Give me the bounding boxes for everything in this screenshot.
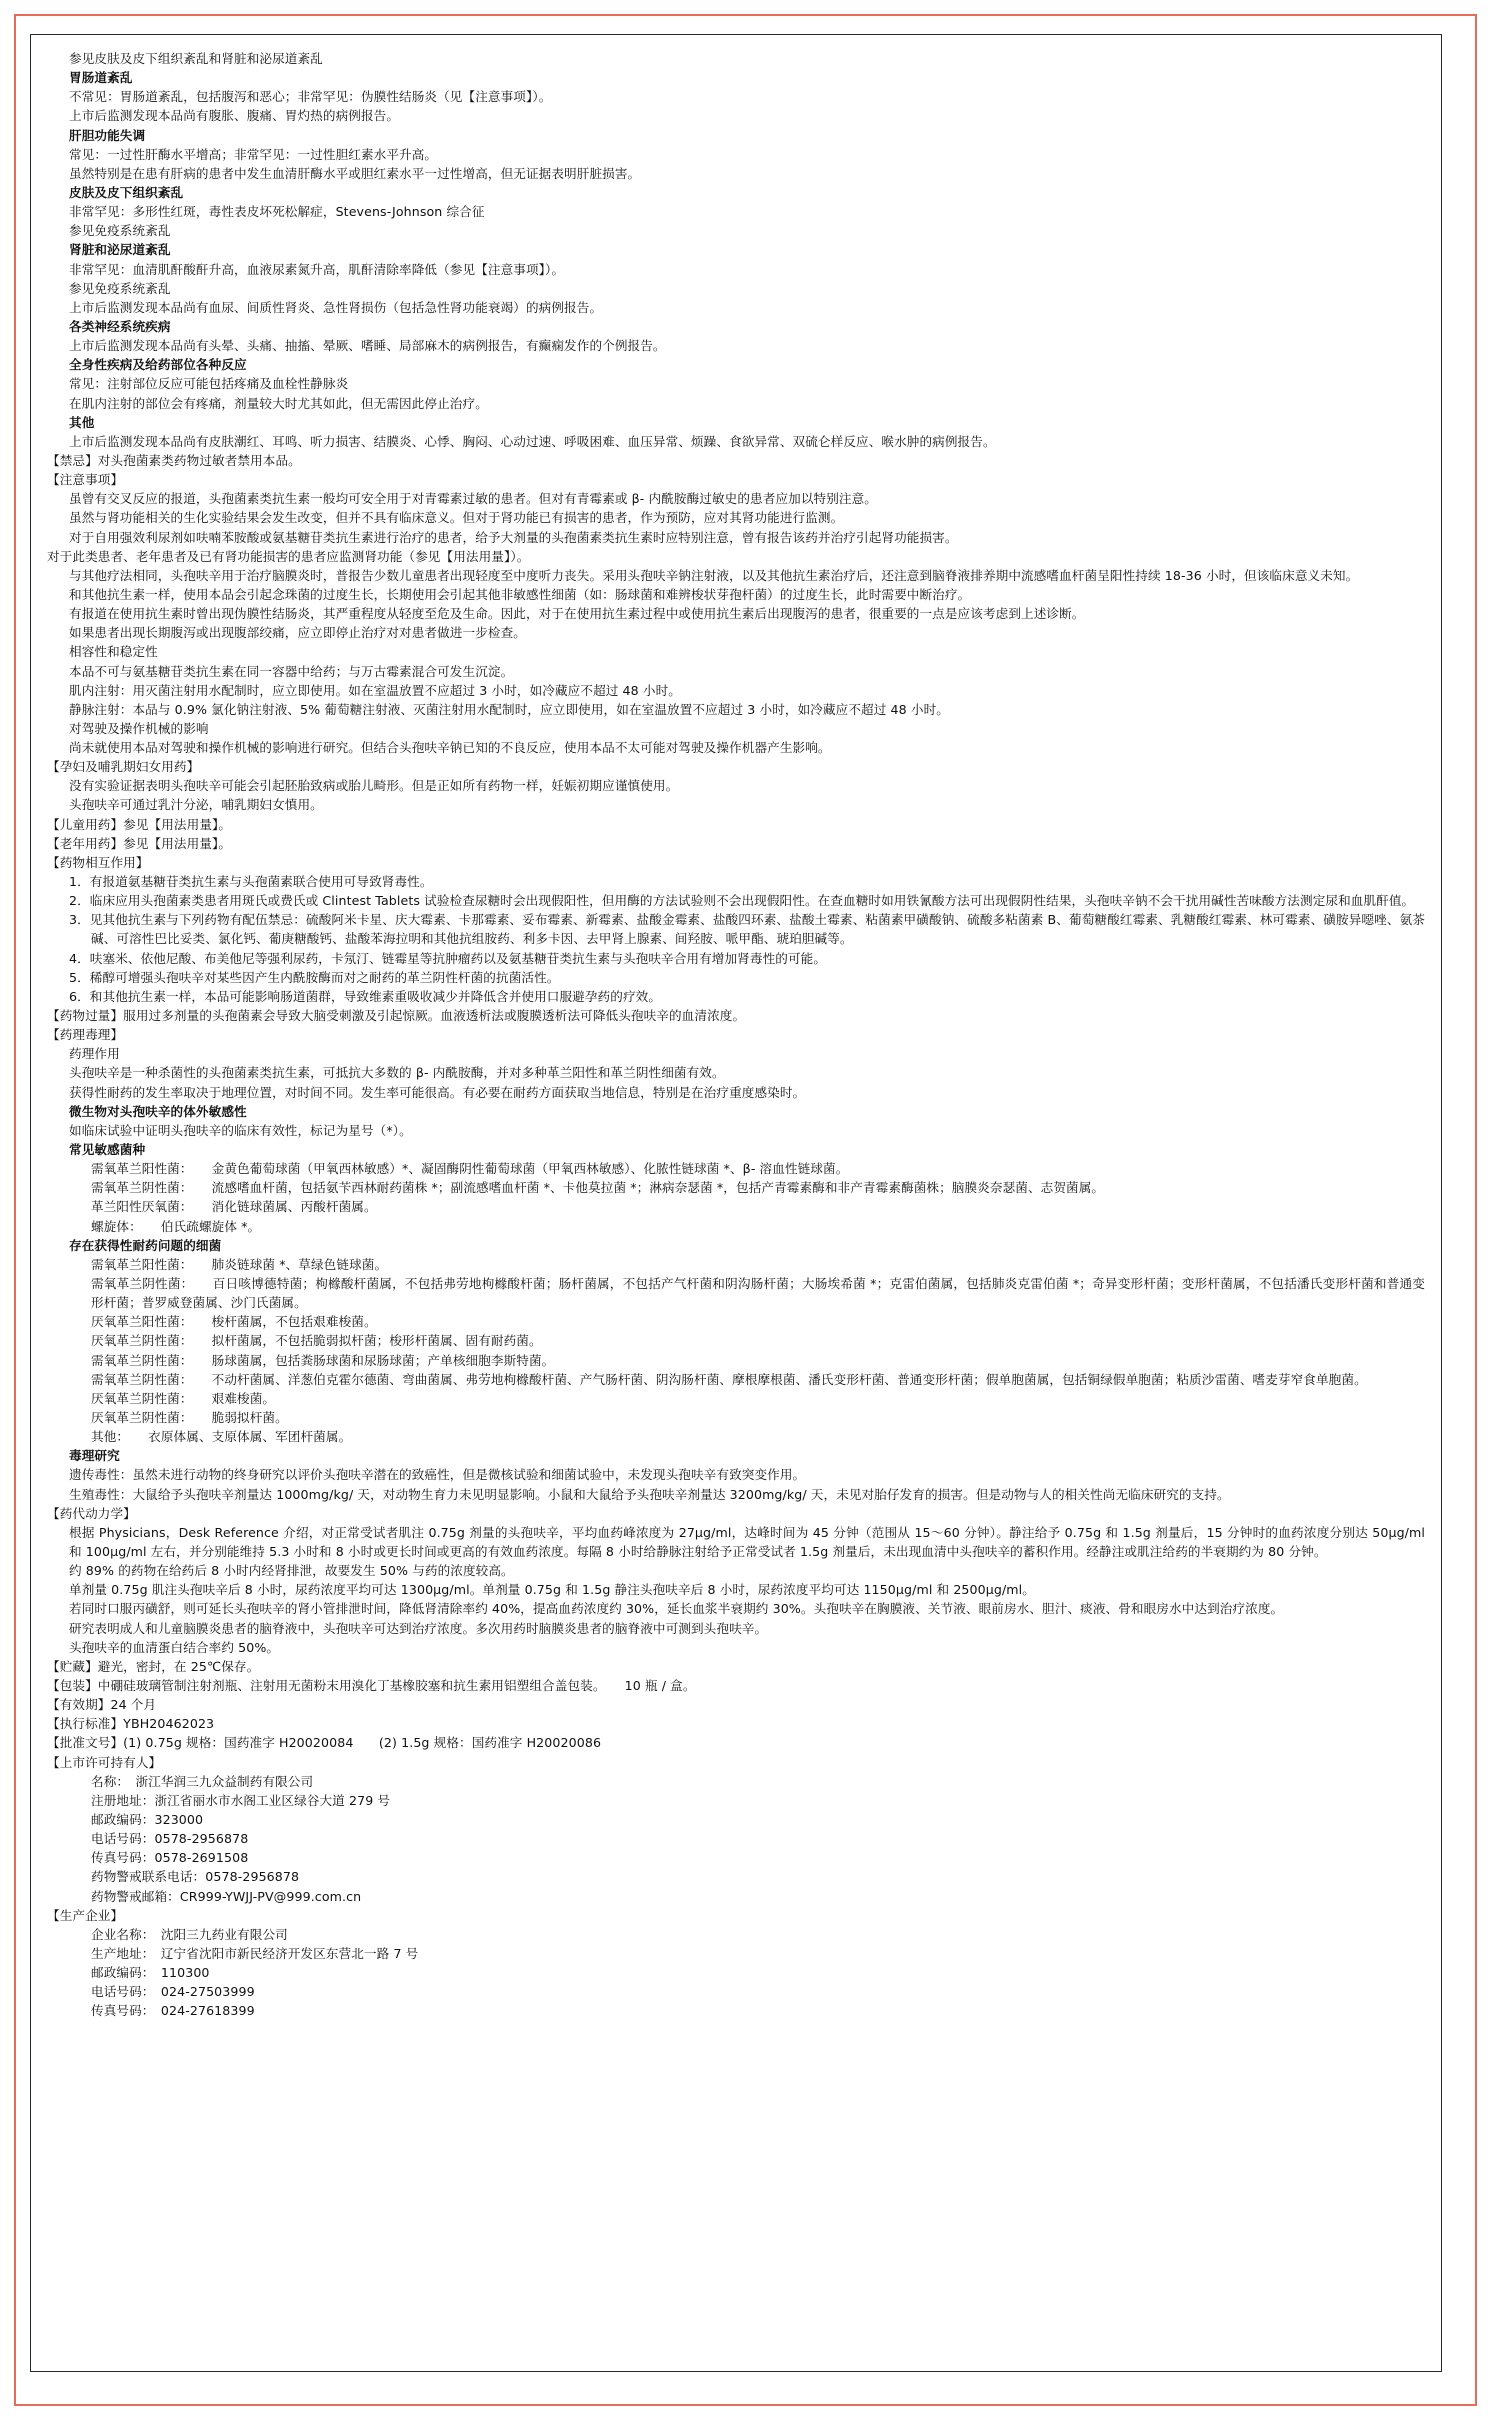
doc-line: 微生物对头孢呋辛的体外敏感性	[69, 1103, 247, 1119]
doc-line: 【禁忌】对头孢菌素类药物过敏者禁用本品。	[47, 452, 301, 468]
doc-line: 【包装】中硼硅玻璃管制注射剂瓶、注射用无菌粉末用溴化丁基橡胶塞和抗生素用铝塑组合盖包装。 10 瓶 / 盒。	[47, 1677, 696, 1693]
doc-line: 厌氧革兰阴性菌： 拟杆菌属，不包括脆弱拟杆菌；梭形杆菌属、固有耐药菌。	[91, 1333, 542, 1349]
doc-line: 对于自用强效利尿剂如呋喃苯胺酸或氨基糖苷类抗生素进行治疗的患者，给予大剂量的头孢菌素类抗生素时应特别注意，曾有报告该药并治疗引起肾功能损害。	[69, 529, 958, 545]
doc-line: 常见：一过性肝酶水平增高；非常罕见：一过性胆红素水平升高。	[69, 146, 438, 162]
doc-line: 厌氧革兰阴性菌： 艰难梭菌。	[91, 1390, 276, 1406]
doc-line: 对于此类患者、老年患者及已有肾功能损害的患者应监测肾功能（参见【用法用量】）。	[47, 548, 530, 564]
doc-line: 尚未就使用本品对驾驶和操作机械的影响进行研究。但结合头孢呋辛钠已知的不良反应，使用本品不太可能对驾驶及操作机器产生影响。	[69, 740, 831, 756]
doc-line: 药物警戒联系电话：0578-2956878	[91, 1869, 300, 1885]
doc-line: 虽然特别是在患有肝病的患者中发生血清肝酶水平或胆红素水平一过性增高，但无证据表明肝脏损害。	[69, 165, 641, 181]
doc-line: 5．稀醇可增强头孢呋辛对某些因产生内酰胺酶而对之耐药的革兰阴性杆菌的抗菌活性。	[69, 969, 560, 985]
doc-line: 对驾驶及操作机械的影响	[69, 720, 209, 736]
doc-line: 名称： 浙江华润三九众益制药有限公司	[91, 1773, 314, 1789]
doc-line: 3．见其他抗生素与下列药物有配伍禁忌：硫酸阿米卡星、庆大霉素、卡那霉素、妥布霉素、新霉素、盐酸金霉素、盐酸四环素、盐酸土霉素、粘菌素甲磺酸钠、硫酸多粘菌素 B、葡萄糖酸红霉素、乳糖酸红霉素、林可霉素、磺胺异噁唑、氨茶碱、可溶性巴比妥类、氯化钙、葡庚糖酸钙、盐酸苯海拉明和其他抗组胺药、利多卡因、去甲肾上腺素、间羟胺、哌甲酯、琥珀胆碱等。	[69, 912, 1425, 947]
doc-line: 企业名称： 沈阳三九药业有限公司	[91, 1926, 288, 1942]
doc-line: 需氧革兰阳性菌： 金黄色葡萄球菌（甲氧西林敏感）*、凝固酶阴性葡萄球菌（甲氧西林敏感）、化脓性链球菌 *、β- 溶血性链球菌。	[91, 1161, 849, 1177]
doc-line: 【有效期】24 个月	[47, 1697, 157, 1713]
doc-line: 毒理研究	[69, 1448, 120, 1464]
doc-line: 静脉注射：本品与 0.9% 氯化钠注射液、5% 葡萄糖注射液、灭菌注射用水配制时，应立即使用，如在室温放置不应超过 3 小时，如冷藏应不超过 48 小时。	[69, 701, 949, 717]
doc-line: 6．和其他抗生素一样，本品可能影响肠道菌群，导致维素重吸收减少并降低含并使用口服避孕药的疗效。	[69, 988, 662, 1004]
doc-line: 胃肠道紊乱	[69, 70, 133, 86]
doc-line: 【老年用药】参见【用法用量】。	[47, 835, 232, 851]
doc-line: 肝胆功能失调	[69, 127, 146, 143]
doc-line: 肾脏和泌尿道紊乱	[69, 242, 171, 258]
doc-line: 上市后监测发现本品尚有头晕、头痛、抽搐、晕厥、嗜睡、局部麻木的病例报告，有癫痫发作的个例报告。	[69, 338, 666, 354]
doc-line: 【生产企业】	[47, 1907, 124, 1923]
doc-line: 单剂量 0.75g 肌注头孢呋辛后 8 小时，尿药浓度平均可达 1300μg/ml。单剂量 0.75g 和 1.5g 静注头孢呋辛后 8 小时，尿药浓度平均可达 1150μg/ml 和 2500μg/ml。	[69, 1582, 1035, 1598]
doc-line: 生殖毒性：大鼠给予头孢呋辛剂量达 1000mg/kg/ 天，对动物生育力未见明显影响。小鼠和大鼠给予头孢呋辛剂量达 3200mg/kg/ 天，未见对胎仔发育的损害。但是动物与人的相关性尚无临床研究的支持。	[69, 1486, 1230, 1502]
doc-line: 参见免疫系统紊乱	[69, 280, 171, 296]
doc-line: 厌氧革兰阴性菌： 脆弱拟杆菌。	[91, 1409, 288, 1425]
doc-line: 与其他疗法相同，头孢呋辛用于治疗脑膜炎时，普报告少数儿童患者出现轻度至中度听力丧失。采用头孢呋辛钠注射液，以及其他抗生素治疗后，还注意到脑脊液排养期中流感嗜血杆菌呈阳性持续 18-36 小时，但该临床意义未知。	[69, 567, 1359, 583]
doc-line: 【药物过量】服用过多剂量的头孢菌素会导致大脑受刺激及引起惊厥。血液透析法或腹膜透析法可降低头孢呋辛的血清浓度。	[47, 1008, 746, 1024]
doc-line: 革兰阳性厌氧菌： 消化链球菌属、丙酸杆菌属。	[91, 1199, 377, 1215]
doc-line: 虽然与肾功能相关的生化实验结果会发生改变，但并不具有临床意义。但对于肾功能已有损害的患者，作为预防，应对其肾功能进行监测。	[69, 510, 844, 526]
doc-line: 2．临床应用头孢菌素类患者用斑氏或费氏或 Clintest Tablets 试验检查尿糖时会出现假阳性，但用酶的方法试验则不会出现假阳性。在查血糖时如用铁氰酸方法可出现假阴性结果，头孢呋辛钠不会干扰用碱性苦味酸方法测定尿和血肌酐值。	[69, 893, 1415, 909]
doc-line: 邮政编码：323000	[91, 1811, 204, 1827]
doc-line: 电话号码：0578-2956878	[91, 1831, 249, 1847]
doc-line: 常见：注射部位反应可能包括疼痛及血栓性静脉炎	[69, 376, 349, 392]
doc-line: 本品不可与氨基糖苷类抗生素在同一容器中给药；与万古霉素混合可发生沉淀。	[69, 663, 514, 679]
doc-line: 【孕妇及哺乳期妇女用药】	[47, 759, 200, 775]
doc-line: 获得性耐药的发生率取决于地理位置，对时间不同。发生率可能很高。有必要在耐药方面获取当地信息，特别是在治疗重度感染时。	[69, 1084, 806, 1100]
doc-line: 存在获得性耐药问题的细菌	[69, 1237, 222, 1253]
doc-line: 厌氧革兰阳性菌： 梭杆菌属，不包括艰难梭菌。	[91, 1314, 377, 1330]
doc-line: 非常罕见：血清肌酐酸酐升高，血液尿素氮升高，肌酐清除率降低（参见【注意事项】）。	[69, 261, 565, 277]
doc-line: 电话号码： 024-27503999	[91, 1984, 255, 2000]
doc-line: 有报道在使用抗生素时曾出现伪膜性结肠炎，其严重程度从轻度至危及生命。因此，对于在使用抗生素过程中或使用抗生素后出现腹泻的患者，很重要的一点是应该考虑到上述诊断。	[69, 606, 1085, 622]
doc-line: 邮政编码： 110300	[91, 1965, 210, 1981]
doc-line: 药理作用	[69, 1046, 120, 1062]
doc-line: 和其他抗生素一样，使用本品会引起念珠菌的过度生长，长期使用会引起其他非敏感性细菌（如：肠球菌和难辨梭状芽孢杆菌）的过度生长，此时需要中断治疗。	[69, 586, 971, 602]
doc-line: 头孢呋辛的血清蛋白结合率约 50%。	[69, 1639, 280, 1655]
doc-line: 全身性疾病及给药部位各种反应	[69, 357, 247, 373]
doc-line: 传真号码： 024-27618399	[91, 2003, 255, 2019]
doc-line: 【贮藏】避光，密封，在 25℃保存。	[47, 1658, 260, 1674]
doc-line: 【注意事项】	[47, 472, 124, 488]
doc-line: 虽曾有交叉反应的报道，头孢菌素类抗生素一般均可安全用于对青霉素过敏的患者。但对有青霉素或 β- 内酰胺酶过敏史的患者应加以特别注意。	[69, 491, 877, 507]
doc-line: 没有实验证据表明头孢呋辛可能会引起胚胎致病或胎儿畸形。但是正如所有药物一样，妊娠初期应谨慎使用。	[69, 778, 679, 794]
doc-line: 螺旋体： 伯氏疏螺旋体 *。	[91, 1218, 261, 1234]
doc-line: 需氧革兰阳性菌： 肺炎链球菌 *、草绿色链球菌。	[91, 1256, 388, 1272]
doc-line: 肌内注射：用灭菌注射用水配制时，应立即使用。如在室温放置不应超过 3 小时，如冷藏应不超过 48 小时。	[69, 682, 681, 698]
doc-line: 如临床试验中证明头孢呋辛的临床有效性，标记为星号（*）。	[69, 1122, 412, 1138]
doc-line: 若同时口服丙磺舒，则可延长头孢呋辛的肾小管排泄时间，降低肾清除率约 40%，提高血药浓度约 30%，延长血浆半衰期约 30%。头孢呋辛在胸膜液、关节液、眼前房水、胆汁、痰液、骨和眼房水中达到治疗浓度。	[69, 1601, 1284, 1617]
insert-sheet	[30, 34, 1442, 2372]
doc-line: 在肌内注射的部位会有疼痛，剂量较大时尤其如此，但无需因此停止治疗。	[69, 395, 488, 411]
doc-line: 上市后监测发现本品尚有血尿、间质性肾炎、急性肾损伤（包括急性肾功能衰竭）的病例报告。	[69, 299, 603, 315]
doc-line: 【儿童用药】参见【用法用量】。	[47, 816, 232, 832]
doc-line: 上市后监测发现本品尚有皮肤潮红、耳鸣、听力损害、结膜炎、心悸、胸闷、心动过速、呼吸困难、血压异常、烦躁、食欲异常、双硫仑样反应、喉水肿的病例报告。	[69, 433, 996, 449]
doc-line: 头孢呋辛是一种杀菌性的头孢菌素类抗生素，可抵抗大多数的 β- 内酰胺酶，并对多种革兰阳性和革兰阴性细菌有效。	[69, 1065, 725, 1081]
doc-line: 【执行标准】YBH20462023	[47, 1716, 215, 1732]
doc-line: 皮肤及皮下组织紊乱	[69, 184, 184, 200]
doc-line: 药物警戒邮箱：CR999-YWJJ-PV@999.com.cn	[91, 1888, 362, 1904]
doc-line: 根据 Physicians，Desk Reference 介绍，对正常受试者肌注 0.75g 剂量的头孢呋辛，平均血药峰浓度为 27μg/ml，达峰时间为 45 分钟（范围从 15～60 分钟）。静注给予 0.75g 和 1.5g 剂量后，15 分钟时的血药浓度分别达 50μg/ml 和 100μg/ml 左右，并分别能维持 5.3 小时和 8 小时或更长时间或更高的有效血药浓度。每隔 8 小时给静脉注射给予正常受试者 1.5g 剂量后，未出现血清中头孢呋辛的蓄积作用。经静注或肌注给药的半衰期约为 80 分钟。	[69, 1524, 1425, 1559]
doc-line: 需氧革兰阴性菌： 不动杆菌属、洋葱伯克霍尔德菌、弯曲菌属、弗劳地枸橼酸杆菌、产气肠杆菌、阴沟肠杆菌、摩根摩根菌、潘氏变形杆菌、普通变形杆菌；假单胞菌属，包括铜绿假单胞菌；粘质沙雷菌、嗜麦芽窄食单胞菌。	[91, 1371, 1367, 1387]
doc-line: 【药物相互作用】	[47, 854, 149, 870]
doc-line: 参见免疫系统紊乱	[69, 223, 171, 239]
doc-line: 头孢呋辛可通过乳汁分泌，哺乳期妇女慎用。	[69, 797, 323, 813]
doc-line: 4．呋塞米、依他尼酸、布美他尼等强利尿药，卡氖汀、链霉星等抗肿瘤药以及氨基糖苷类抗生素与头孢呋辛合用有增加肾毒性的可能。	[69, 950, 827, 966]
doc-line: 其他	[69, 414, 95, 430]
doc-line: 参见皮肤及皮下组织紊乱和肾脏和泌尿道紊乱	[69, 51, 323, 66]
doc-line: 生产地址： 辽宁省沈阳市新民经济开发区东营北一路 7 号	[91, 1945, 419, 1961]
doc-line: 不常见：胃肠道紊乱，包括腹泻和恶心；非常罕见：伪膜性结肠炎（见【注意事项】）。	[69, 89, 552, 105]
doc-line: 研究表明成人和儿童脑膜炎患者的脑脊液中，头孢呋辛可达到治疗浓度。多次用药时脑膜炎患者的脑脊液中可测到头孢呋辛。	[69, 1620, 768, 1636]
doc-line: 【批准文号】(1) 0.75g 规格：国药准字 H20020084 (2) 1.5g 规格：国药准字 H20020086	[47, 1735, 602, 1751]
doc-line: 【上市许可持有人】	[47, 1754, 162, 1770]
doc-line: 需氧革兰阴性菌： 百日咳博德特菌；枸橼酸杆菌属，不包括弗劳地枸橼酸杆菌；肠杆菌属，不包括产气杆菌和阴沟肠杆菌；大肠埃希菌 *；克雷伯菌属，包括肺炎克雷伯菌 *；奇异变形杆菌；变形杆菌属，不包括潘氏变形杆菌和普通变形杆菌；普罗威登菌属、沙门氏菌属。	[91, 1276, 1425, 1311]
doc-line: 常见敏感菌种	[69, 1142, 146, 1158]
doc-line: 各类神经系统疾病	[69, 318, 171, 334]
doc-line: 需氧革兰阴性菌： 流感嗜血杆菌，包括氨苄西林耐药菌株 *；副流感嗜血杆菌 *、卡他莫拉菌 *；淋病奈瑟菌 *，包括产青霉素酶和非产青霉素酶菌株；脑膜炎奈瑟菌、志贺菌属。	[91, 1180, 1105, 1196]
doc-line: 注册地址：浙江省丽水市水阁工业区绿谷大道 279 号	[91, 1792, 391, 1808]
doc-line: 相容性和稳定性	[69, 644, 158, 660]
drug-insert-text	[47, 49, 1425, 2020]
doc-line: 【药理毒理】	[47, 1027, 124, 1043]
doc-line: 【药代动力学】	[47, 1505, 136, 1521]
doc-line: 需氧革兰阴性菌： 肠球菌属，包括粪肠球菌和尿肠球菌；产单核细胞李斯特菌。	[91, 1352, 555, 1368]
doc-line: 上市后监测发现本品尚有腹胀、腹痛、胃灼热的病例报告。	[69, 108, 400, 124]
doc-line: 约 89% 的药物在给药后 8 小时内经肾排泄，故要发生 50% 与药的浓度较高。	[69, 1563, 514, 1579]
doc-line: 非常罕见：多形性红斑，毒性表皮坏死松解症，Stevens-Johnson 综合征	[69, 204, 485, 220]
doc-line: 其他： 衣原体属、支原体属、军团杆菌属。	[91, 1429, 352, 1445]
doc-line: 传真号码：0578-2691508	[91, 1850, 249, 1866]
doc-line: 遗传毒性：虽然未进行动物的终身研究以评价头孢呋辛潜在的致癌性，但是微核试验和细菌试验中，未发现头孢呋辛有致突变作用。	[69, 1467, 806, 1483]
doc-line: 1．有报道氨基糖苷类抗生素与头孢菌素联合使用可导致肾毒性。	[69, 874, 433, 890]
doc-line: 如果患者出现长期腹泻或出现腹部绞痛，应立即停止治疗对对患者做进一步检查。	[69, 625, 526, 641]
